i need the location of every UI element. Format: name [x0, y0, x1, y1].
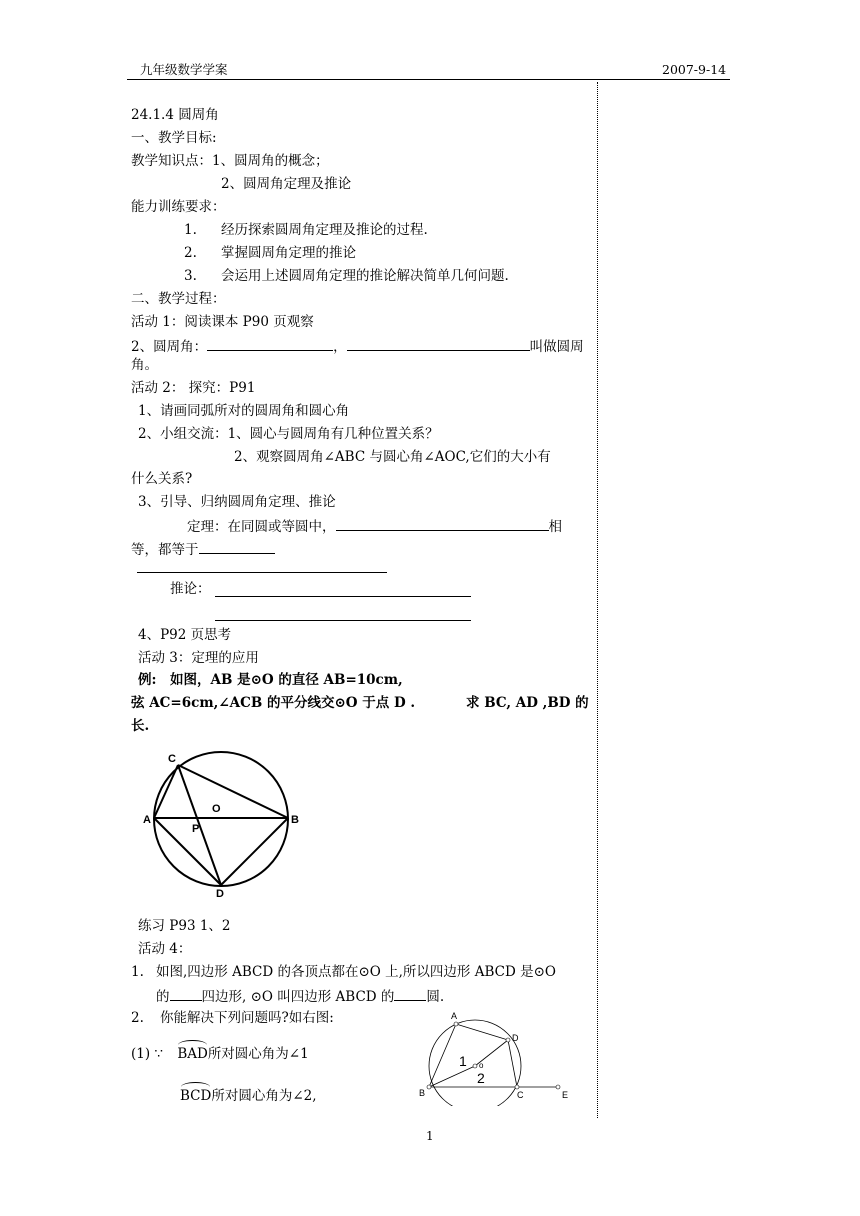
label-1: 1 [459, 1053, 467, 1069]
label-a: A [451, 1011, 458, 1021]
question-1-text: 如图,四边形 ABCD 的各顶点都在⊙O 上,所以四边形 ABCD 是⊙O [156, 964, 556, 980]
example-line-3: 长. [131, 718, 150, 734]
theorem-prefix: 定理：在同圆或等圆中， [187, 519, 336, 535]
activity-3: 活动 3：定理的应用 [138, 650, 259, 666]
arc-bad-label: BAD [177, 1046, 208, 1062]
label-d: D [216, 888, 224, 900]
header-title: 九年级数学学案 [140, 62, 228, 77]
theorem-suffix: 相 [548, 519, 562, 535]
activity-2-item-2: 2、小组交流：1、圆心与圆周角有几种位置关系？ [138, 426, 439, 442]
practice-line: 练习 P93 1、2 [138, 918, 231, 934]
knowledge-point-2: 2、圆周角定理及推论 [221, 176, 352, 192]
activity-2-item-4: 4、P92 页思考 [138, 627, 232, 643]
ability-item-text: 掌握圆周角定理的推论 [221, 245, 356, 261]
arc-bcd [180, 1082, 211, 1104]
arc-bad-text: 所对圆心角为∠1 [207, 1046, 309, 1062]
label-b: B [419, 1088, 426, 1098]
ability-item-num: 1. [184, 222, 197, 238]
question-2-num: 2. [131, 1010, 144, 1026]
blank [207, 336, 333, 351]
question-1-cont [156, 986, 444, 1005]
activity-4: 活动 4： [138, 941, 192, 957]
label-o: o [479, 1061, 484, 1070]
ability-label: 能力训练要求： [131, 199, 226, 215]
section-process: 二、教学过程： [131, 291, 226, 307]
definition-prefix: 2、圆周角： [131, 339, 208, 355]
activity-1: 活动 1：阅读课本 P90 页观察 [131, 314, 314, 330]
circle [429, 1020, 521, 1106]
arc-symbol [181, 1082, 210, 1092]
ability-item-num: 2. [184, 245, 197, 261]
blank [170, 986, 202, 1001]
theorem-line [187, 516, 562, 535]
label-o: O [212, 803, 221, 815]
blank [336, 516, 549, 531]
example-line-2a: 弦 AC=6cm,∠ACB 的平分线交⊙O 于点 D . [131, 695, 416, 711]
question-2-text: 你能解决下列问题吗?如右图: [160, 1010, 334, 1026]
label-c: C [517, 1090, 524, 1100]
activity-2: 活动 2： 探究：P91 [131, 380, 256, 396]
lesson-heading: 24.1.4 圆周角 [131, 107, 219, 123]
definition-cont: 角。 [131, 357, 158, 373]
definition-suffix: 叫做圆周 [529, 339, 584, 355]
activity-2-item-1: 1、请画同弧所对的圆周角和圆心角 [138, 403, 350, 419]
circle-figure-2 [410, 1006, 580, 1106]
theorem-cont: 等，都等于 [131, 542, 199, 558]
arc-bcd-text: 所对圆心角为∠2, [211, 1088, 317, 1104]
label-p: P [192, 823, 200, 835]
q1-cont-b: 四边形, ⊙O 叫四边形 ABCD 的 [201, 989, 395, 1005]
circle-figure-1 [140, 750, 310, 900]
example-line-1: 如图，AB 是⊙O 的直径 AB=10cm, [170, 672, 403, 688]
ability-item-num: 3. [184, 268, 197, 284]
example-label: 例: [138, 672, 157, 688]
question-1-num: 1. [131, 964, 144, 980]
label-c: C [168, 753, 176, 765]
page-number: 1 [426, 1129, 434, 1143]
lines [429, 1024, 558, 1087]
label-a: A [143, 814, 151, 826]
header-date: 2007-9-14 [662, 62, 727, 77]
arc-symbol [178, 1040, 207, 1050]
q1-cont-c: 圆. [426, 989, 445, 1005]
knowledge-point-1: 教学知识点：1、圆周角的概念； [131, 153, 329, 169]
blank-line [215, 620, 471, 621]
blank [199, 539, 275, 554]
part-1-prefix: (1) ∵ [131, 1046, 164, 1062]
section-objectives: 一、教学目标: [131, 130, 217, 146]
arc-bad [177, 1040, 208, 1062]
corollary-label: 推论： [170, 581, 211, 597]
part-1-line [131, 1040, 309, 1062]
blank-line [215, 596, 471, 597]
label-e: E [562, 1090, 569, 1100]
ability-item-text: 会运用上述圆周角定理的推论解决简单几何问题. [221, 268, 509, 284]
example-line-2b: 求 BC, AD ,BD 的 [466, 695, 589, 711]
activity-2-item-3: 3、引导、归纳圆周角定理、推论 [138, 494, 336, 510]
header-rule [127, 79, 730, 80]
definition-line [131, 336, 584, 355]
arc-bcd-label: BCD [180, 1088, 212, 1104]
part-1-line-2 [180, 1082, 317, 1104]
blank-line [137, 572, 387, 573]
activity-2-item-2c: 什么关系? [131, 471, 193, 487]
activity-2-item-2b: 2、观察圆周角∠ABC 与圆心角∠AOC,它们的大小有 [234, 449, 551, 465]
theorem-cont-line [131, 539, 275, 558]
blank [394, 986, 426, 1001]
label-2: 2 [477, 1070, 485, 1086]
q1-cont-a: 的 [156, 989, 170, 1005]
label-b: B [291, 814, 299, 826]
ability-item-text: 经历探索圆周角定理及推论的过程. [221, 222, 428, 238]
margin-divider [597, 82, 598, 1118]
definition-comma: ， [333, 339, 347, 355]
blank [347, 336, 530, 351]
label-d: D [512, 1033, 519, 1043]
